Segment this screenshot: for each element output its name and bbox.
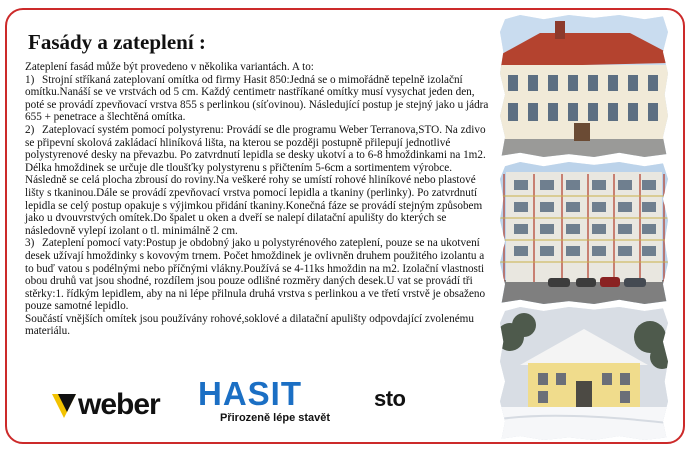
hasit-tagline: Přirozeně lépe stavět: [220, 412, 331, 424]
section-1-number: 1): [25, 73, 35, 86]
hasit-logo: [198, 375, 358, 430]
closing-paragraph: Součástí vnějších omítek jsou používány rohové,soklové a dilatační apulišty odpovdající zvolenému materiálu.: [25, 312, 474, 338]
section-3-text: Zateplení pomocí vaty:Postup je obdobný jako u polystyrénového zateplení, pouze se na ukotvení desek užívají hmoždinky s kovovým trnem. Počet hmoždinek je ovlivněn druhem použitého izolantu a to buď vatou s podélnými nebo příčnými vlákny.Používá se 4-11ks hmoždin na m2. Izolační vlastnosti obou druhů vat jsou shodné, rozdílem jsou pouze odlišné rozměry daných desek.U vat se provádí tři stěrky:1. řídkým lepidlem, aby na ni lépe přilnula druhá vrstva s perlinkou a ve třetí vrstvě je obsaženo pouze samotné lepidlo.: [25, 237, 486, 313]
section-3-number: 3): [25, 237, 35, 250]
photo-historic-building: [500, 15, 668, 157]
section-3: [25, 237, 495, 313]
section-1-text: Strojní stříkaná zateplovaní omítka od firmy Hasit 850:Jedná se o mimořádně tepelně izolační omítku.Nanáší se ve vrstvách od 5 cm. Každý centimetr nastříkané omítky musí vysychat jeden den, poté se provádí zpevňovací vrstva 855 s perlinkou (síťovinou). Následující postup je stejný jako u jádra 655 + penetrace a šlechtěná omítka.: [25, 73, 489, 124]
sto-logo: sto: [374, 386, 406, 411]
hasit-wordmark: HASIT: [198, 375, 302, 412]
page-title: Fasády a zateplení :: [28, 30, 206, 54]
section-2: [25, 124, 495, 237]
weber-wordmark: weber: [78, 388, 160, 421]
section-2-number: 2): [25, 123, 35, 136]
article-body: [25, 61, 495, 338]
photo-villa-snow: [500, 307, 668, 440]
photo-apartment-scaffolding: [500, 162, 668, 304]
intro-paragraph: Zateplení fasád může být provedeno v několika variantách. A to:: [25, 61, 314, 73]
section-2-text: Zateplovací systém pomocí polystyrenu: Provádí se dle programu Weber Terranova,STO. Na zdivo se připevní skolová zakládací hliníková lišta, na kterou se později postupně přilepují jednotlivé polystyrenové desky na převazbu. Po zatvrdnutí lepidla se desky ukotví a to 6-8 hmoždinkami na 1m2. Délka hmoždinek se určuje dle tloušťky polystyrenu s přičtením 5-6cm a sortimentem výrobce. Následně se celá plocha zbrousí do roviny.Na veškeré rohy se umístí rohové hliníkové nebo plastové lišty s tkaninou.Dále se provádí zpevňovací vrstva pomocí lepidla a tkaniny (perlinky). Po zatvrdnutí lepidla se celý postup opakuje s výjimkou přidání tkaniny.Konečná fáze se provádí stejným způsobem jako u dvouvrstvých omítek.Do špalet u oken a dveří se nalepí dilatační apulišty do kterých se následovně vylepí izolant o tl. minimálně 2 cm.: [25, 123, 486, 237]
weber-logo: [50, 384, 180, 426]
section-1: [25, 74, 495, 124]
